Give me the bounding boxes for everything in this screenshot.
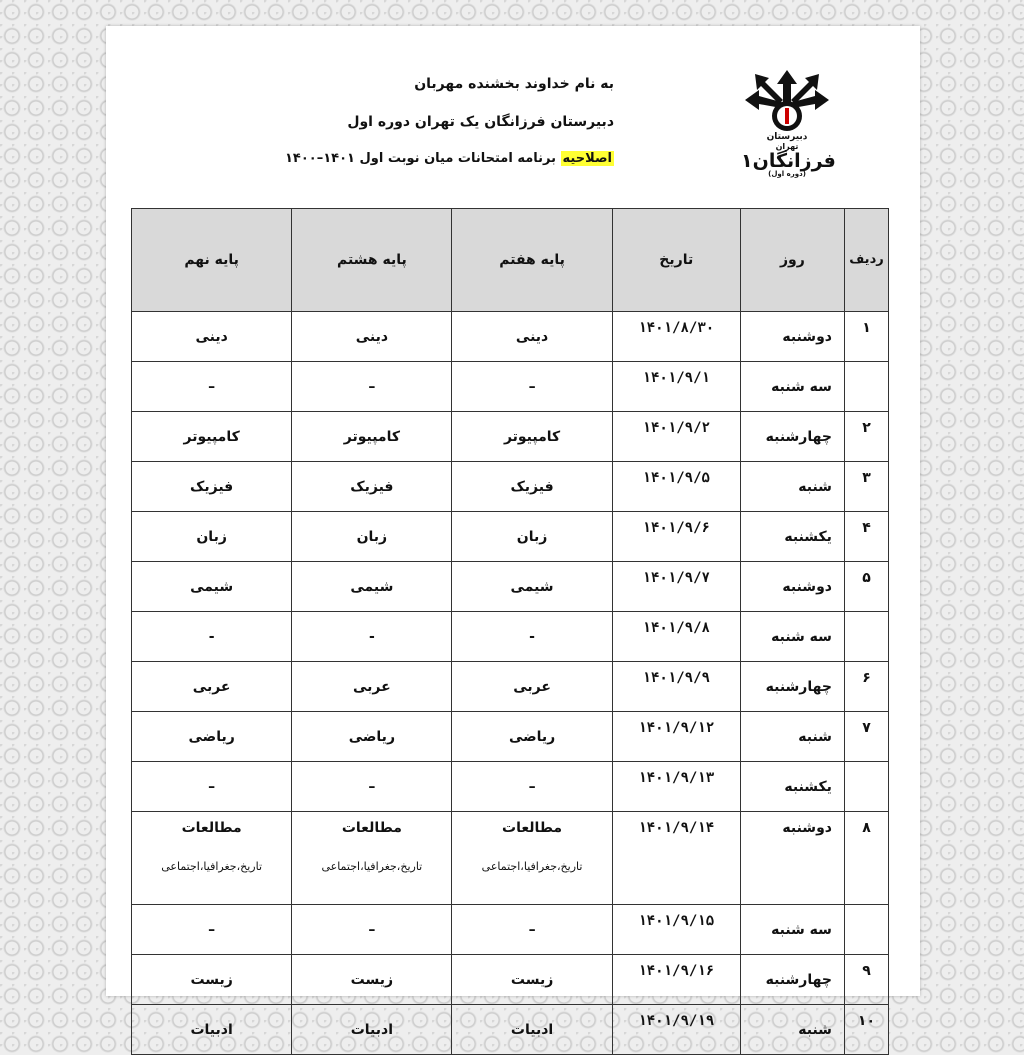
grade-9-cell: فیزیک	[132, 462, 292, 512]
subject-detail: تاریخ،جغرافیا،اجتماعی	[321, 860, 423, 873]
table-row	[132, 312, 889, 362]
grade-7-cell: فیزیک	[452, 462, 612, 512]
date-cell: ۱۴۰۱/۹/۱	[612, 362, 740, 412]
subject-detail: تاریخ،جغرافیا،اجتماعی	[161, 860, 263, 873]
table-row	[132, 1005, 889, 1055]
grade-7-cell: ریاضی	[452, 712, 612, 762]
grade-7-cell: –	[452, 362, 612, 412]
grade-7-cell: ادبیات	[452, 1005, 612, 1055]
date-cell: ۱۴۰۱/۹/۱۳	[612, 762, 740, 812]
row-number	[844, 362, 888, 412]
row-number	[844, 905, 888, 955]
grade-9-cell: شیمی	[132, 562, 292, 612]
day-cell: سه شنبه	[740, 612, 844, 662]
logo-city: تهران	[775, 142, 799, 151]
table-row	[132, 412, 889, 462]
table-row	[132, 562, 889, 612]
day-cell: یکشنبه	[740, 762, 844, 812]
header-grade-7: پایه هفتم	[452, 209, 612, 312]
row-number: ۳	[844, 462, 888, 512]
day-cell: چهارشنبه	[740, 412, 844, 462]
grade-8-cell: فیزیک	[292, 462, 452, 512]
date-cell: ۱۴۰۱/۸/۳۰	[612, 312, 740, 362]
subject-name: مطالعات	[502, 820, 563, 836]
header-grade-8: پایه هشتم	[292, 209, 452, 312]
day-cell: شنبه	[740, 1005, 844, 1055]
logo-name: فرزانگان۱	[741, 150, 836, 172]
day-cell: یکشنبه	[740, 512, 844, 562]
row-number: ۱۰	[844, 1005, 888, 1055]
table-row	[132, 905, 889, 955]
grade-8-cell: –	[292, 905, 452, 955]
grade-8-cell: –	[292, 762, 452, 812]
header-day: روز	[740, 209, 844, 312]
row-number	[844, 612, 888, 662]
day-cell: دوشنبه	[740, 812, 844, 905]
school-logo	[741, 68, 836, 180]
grade-8-cell	[292, 812, 452, 905]
row-number: ۹	[844, 955, 888, 1005]
grade-7-cell	[452, 812, 612, 905]
grade-8-cell: ریاضی	[292, 712, 452, 762]
table-row	[132, 812, 889, 905]
grade-9-cell: ریاضی	[132, 712, 292, 762]
invocation-line: به نام خداوند بخشنده مهربان	[414, 76, 614, 92]
grade-8-cell: شیمی	[292, 562, 452, 612]
grade-7-cell: زبان	[452, 512, 612, 562]
table-row	[132, 662, 889, 712]
table-row	[132, 762, 889, 812]
date-cell: ۱۴۰۱/۹/۵	[612, 462, 740, 512]
grade-9-cell: زبان	[132, 512, 292, 562]
date-cell: ۱۴۰۱/۹/۸	[612, 612, 740, 662]
grade-8-cell: زیست	[292, 955, 452, 1005]
grade-9-cell: عربی	[132, 662, 292, 712]
grade-9-cell: –	[132, 762, 292, 812]
subject-detail: تاریخ،جغرافیا،اجتماعی	[481, 860, 583, 873]
grade-8-cell: زبان	[292, 512, 452, 562]
grade-9-cell	[132, 812, 292, 905]
day-cell: شنبه	[740, 462, 844, 512]
day-cell: چهارشنبه	[740, 662, 844, 712]
table-row	[132, 462, 889, 512]
row-number: ۵	[844, 562, 888, 612]
grade-9-cell: –	[132, 362, 292, 412]
day-cell: شنبه	[740, 712, 844, 762]
row-number: ۶	[844, 662, 888, 712]
grade-7-cell: زیست	[452, 955, 612, 1005]
table-header-row	[132, 209, 889, 312]
day-cell: دوشنبه	[740, 562, 844, 612]
grade-7-cell: -	[452, 612, 612, 662]
date-cell: ۱۴۰۱/۹/۲	[612, 412, 740, 462]
date-cell: ۱۴۰۱/۹/۱۶	[612, 955, 740, 1005]
correction-highlight: اصلاحیه	[562, 151, 612, 166]
grade-8-cell: ادبیات	[292, 1005, 452, 1055]
grade-9-cell: دینی	[132, 312, 292, 362]
row-number: ۷	[844, 712, 888, 762]
grade-9-cell: زیست	[132, 955, 292, 1005]
grade-9-cell: کامپیوتر	[132, 412, 292, 462]
row-number: ۴	[844, 512, 888, 562]
grade-7-cell: –	[452, 905, 612, 955]
exam-schedule-table	[131, 208, 889, 1055]
table-row	[132, 512, 889, 562]
header-date: تاریخ	[612, 209, 740, 312]
table-row	[132, 955, 889, 1005]
table-row	[132, 612, 889, 662]
grade-7-cell: عربی	[452, 662, 612, 712]
arrows-emblem-icon	[741, 68, 833, 138]
date-cell: ۱۴۰۱/۹/۱۲	[612, 712, 740, 762]
date-cell: ۱۴۰۱/۹/۹	[612, 662, 740, 712]
table-row	[132, 362, 889, 412]
school-name: دبیرستان فرزانگان یک تهران دوره اول	[347, 114, 614, 130]
grade-8-cell: دینی	[292, 312, 452, 362]
document-title	[285, 151, 614, 166]
title-rest: برنامه امتحانات میان نوبت اول ۱۴۰۱–۱۴۰۰	[285, 151, 557, 166]
date-cell: ۱۴۰۱/۹/۶	[612, 512, 740, 562]
header-row-number: ردیف	[844, 209, 888, 312]
subject-name: مطالعات	[181, 820, 242, 836]
row-number: ۸	[844, 812, 888, 905]
grade-7-cell: دینی	[452, 312, 612, 362]
grade-8-cell: –	[292, 362, 452, 412]
day-cell: سه شنبه	[740, 362, 844, 412]
logo-top-text: دبیرستان	[766, 132, 808, 142]
grade-8-cell: عربی	[292, 662, 452, 712]
day-cell: چهارشنبه	[740, 955, 844, 1005]
grade-8-cell: کامپیوتر	[292, 412, 452, 462]
date-cell: ۱۴۰۱/۹/۱۹	[612, 1005, 740, 1055]
grade-7-cell: –	[452, 762, 612, 812]
grade-9-cell: ادبیات	[132, 1005, 292, 1055]
grade-7-cell: شیمی	[452, 562, 612, 612]
day-cell: سه شنبه	[740, 905, 844, 955]
grade-8-cell: -	[292, 612, 452, 662]
header-grade-9: پایه نهم	[132, 209, 292, 312]
date-cell: ۱۴۰۱/۹/۷	[612, 562, 740, 612]
logo-sub: (دوره اول)	[768, 170, 806, 178]
grade-9-cell: –	[132, 905, 292, 955]
subject-name: مطالعات	[341, 820, 402, 836]
grade-7-cell: کامپیوتر	[452, 412, 612, 462]
row-number: ۲	[844, 412, 888, 462]
row-number: ۱	[844, 312, 888, 362]
day-cell: دوشنبه	[740, 312, 844, 362]
row-number	[844, 762, 888, 812]
date-cell: ۱۴۰۱/۹/۱۴	[612, 812, 740, 905]
table-row	[132, 712, 889, 762]
grade-9-cell: -	[132, 612, 292, 662]
date-cell: ۱۴۰۱/۹/۱۵	[612, 905, 740, 955]
